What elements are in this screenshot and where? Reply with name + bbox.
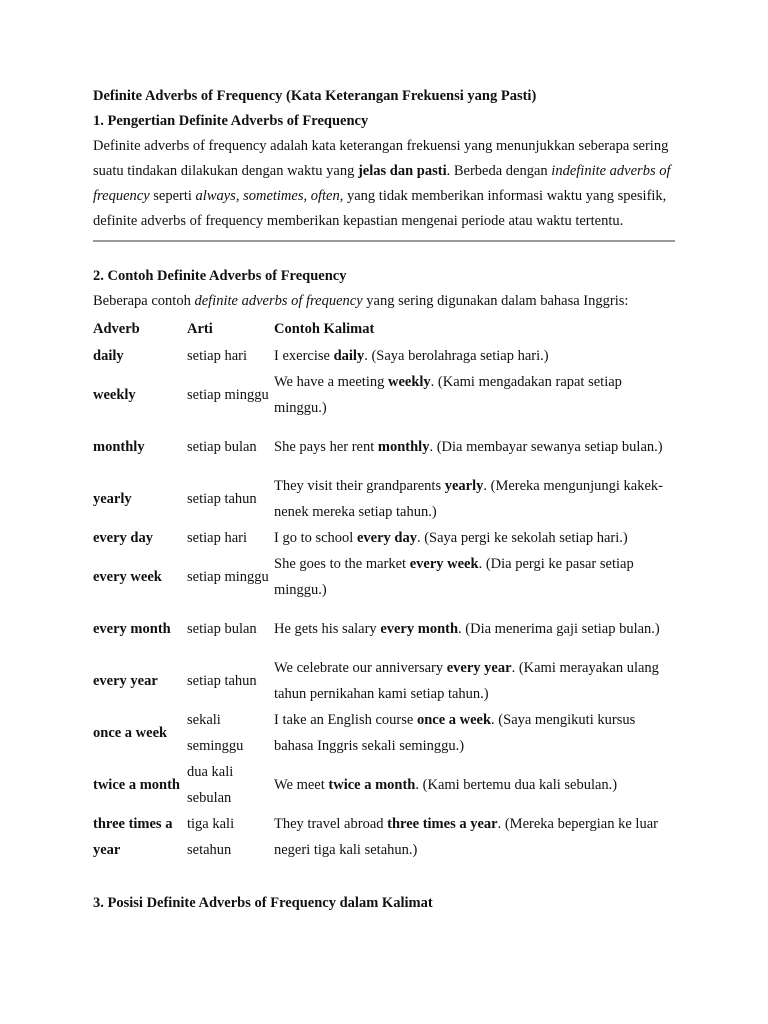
example-text: . (Dia membayar sewanya setiap bulan.) bbox=[429, 439, 663, 455]
cell-adverb: every week bbox=[93, 569, 162, 585]
cell-adverb: three times a year bbox=[93, 816, 173, 858]
section2-heading: 2. Contoh Definite Adverbs of Frequency bbox=[93, 268, 347, 284]
table-row bbox=[93, 525, 674, 551]
section2-intro-a: Beberapa contoh bbox=[93, 293, 195, 309]
table-header-row bbox=[93, 315, 674, 343]
example-bold: every week bbox=[409, 556, 479, 572]
example-bold: monthly bbox=[377, 439, 430, 455]
section1-text-c: . Berbeda dengan bbox=[446, 163, 552, 179]
example-text: . (Mereka mengunjungi kakek-nenek mereka setiap tahun.) bbox=[274, 478, 663, 520]
section2-intro-italic: definite adverbs of frequency bbox=[194, 293, 363, 309]
example-text: We have a meeting bbox=[274, 374, 388, 390]
cell-example bbox=[274, 525, 674, 551]
cell-adverb: twice a month bbox=[93, 777, 180, 793]
example-text: We celebrate our anniversary bbox=[274, 660, 447, 676]
example-text: . (Dia menerima gaji setiap bulan.) bbox=[458, 621, 660, 637]
section1-text-g: yang tidak memberikan informasi waktu yang spesifik, definite adverbs of frequency memberikan kepastian mengenai periode atau waktu tertentu. bbox=[93, 188, 667, 229]
example-bold: yearly bbox=[444, 478, 484, 494]
example-text: He gets his salary bbox=[274, 621, 381, 637]
column-header-contoh: Contoh Kalimat bbox=[274, 321, 375, 337]
cell-adverb: monthly bbox=[93, 439, 145, 455]
example-bold: every month bbox=[380, 621, 459, 637]
horizontal-divider bbox=[93, 240, 675, 242]
example-text: I go to school bbox=[274, 530, 357, 546]
column-header-adverb: Adverb bbox=[93, 321, 140, 337]
example-bold: every day bbox=[356, 530, 417, 546]
table-row bbox=[93, 369, 674, 421]
table-row bbox=[93, 707, 674, 759]
cell-example bbox=[274, 603, 674, 655]
example-bold: daily bbox=[333, 348, 365, 364]
adverbs-table bbox=[93, 315, 674, 863]
cell-arti: setiap minggu bbox=[187, 387, 269, 403]
table-row bbox=[93, 655, 674, 707]
cell-arti: dua kali sebulan bbox=[187, 764, 234, 806]
section1-heading: 1. Pengertian Definite Adverbs of Frequency bbox=[93, 113, 369, 129]
example-text: They visit their grandparents bbox=[274, 478, 445, 494]
cell-arti: setiap hari bbox=[187, 348, 247, 364]
example-text: . (Saya berolahraga setiap hari.) bbox=[364, 348, 549, 364]
cell-example bbox=[274, 551, 674, 603]
section1-italic-indefinite: indefinite adverbs of frequency bbox=[93, 163, 671, 204]
table-row bbox=[93, 811, 674, 863]
example-bold: weekly bbox=[387, 374, 431, 390]
cell-arti: setiap bulan bbox=[187, 621, 257, 637]
cell-example bbox=[274, 421, 674, 473]
section2-intro-c: yang sering digunakan dalam bahasa Inggris: bbox=[362, 293, 629, 309]
example-text: . (Mereka bepergian ke luar negeri tiga kali setahun.) bbox=[274, 816, 658, 858]
document-page bbox=[93, 84, 678, 916]
example-bold: every year bbox=[446, 660, 512, 676]
cell-adverb: every year bbox=[93, 673, 158, 689]
section1-text-a: Definite adverbs of frequency adalah kata keterangan frekuensi yang menunjukkan seberapa sering suatu tindakan dilakukan dengan waktu yang bbox=[93, 138, 669, 179]
example-text: She goes to the market bbox=[274, 556, 410, 572]
example-text: . (Saya mengikuti kursus bahasa Inggris sekali seminggu.) bbox=[274, 712, 636, 754]
cell-adverb: daily bbox=[93, 348, 124, 364]
table-row bbox=[93, 551, 674, 603]
document-title: Definite Adverbs of Frequency (Kata Keterangan Frekuensi yang Pasti) bbox=[93, 88, 537, 104]
cell-example bbox=[274, 473, 674, 525]
cell-arti: setiap minggu bbox=[187, 569, 269, 585]
table-row bbox=[93, 759, 674, 811]
cell-adverb: every month bbox=[93, 621, 171, 637]
cell-adverb: every day bbox=[93, 530, 153, 546]
section1-paragraph bbox=[93, 134, 678, 234]
example-text: . (Kami mengadakan rapat setiap minggu.) bbox=[274, 374, 622, 416]
cell-example bbox=[274, 759, 674, 811]
section2-intro bbox=[93, 289, 678, 314]
example-text: . (Kami bertemu dua kali sebulan.) bbox=[415, 777, 618, 793]
example-text: I exercise bbox=[274, 348, 334, 364]
example-text: They travel abroad bbox=[274, 816, 388, 832]
cell-example bbox=[274, 655, 674, 707]
example-text: We meet bbox=[274, 777, 329, 793]
example-text: . (Saya pergi ke sekolah setiap hari.) bbox=[416, 530, 628, 546]
cell-example bbox=[274, 369, 674, 421]
column-header-arti: Arti bbox=[187, 321, 213, 337]
cell-example bbox=[274, 811, 674, 863]
section1-text-e: seperti bbox=[149, 188, 196, 204]
cell-adverb: once a week bbox=[93, 725, 168, 741]
cell-arti: setiap bulan bbox=[187, 439, 257, 455]
section1-bold-jelas: jelas dan pasti bbox=[357, 163, 447, 179]
table-row bbox=[93, 343, 674, 369]
table-row bbox=[93, 603, 674, 655]
cell-adverb: weekly bbox=[93, 387, 136, 403]
cell-adverb: yearly bbox=[93, 491, 132, 507]
cell-arti: tiga kali setahun bbox=[187, 816, 235, 858]
example-text: I take an English course bbox=[274, 712, 417, 728]
cell-example bbox=[274, 343, 674, 369]
example-bold: twice a month bbox=[328, 777, 416, 793]
example-bold: three times a year bbox=[387, 816, 498, 832]
example-bold: once a week bbox=[416, 712, 492, 728]
cell-arti: sekali seminggu bbox=[187, 712, 244, 754]
table-row bbox=[93, 473, 674, 525]
example-text: She pays her rent bbox=[274, 439, 378, 455]
section1-italic-examples: always, sometimes, often, bbox=[195, 188, 344, 204]
cell-arti: setiap tahun bbox=[187, 673, 257, 689]
cell-example bbox=[274, 707, 674, 759]
cell-arti: setiap hari bbox=[187, 530, 247, 546]
example-text: . (Kami merayakan ulang tahun pernikahan kami setiap tahun.) bbox=[274, 660, 659, 702]
example-text: . (Dia pergi ke pasar setiap minggu.) bbox=[274, 556, 634, 598]
table-row bbox=[93, 421, 674, 473]
cell-arti: setiap tahun bbox=[187, 491, 257, 507]
section3-heading: 3. Posisi Definite Adverbs of Frequency dalam Kalimat bbox=[93, 895, 433, 911]
